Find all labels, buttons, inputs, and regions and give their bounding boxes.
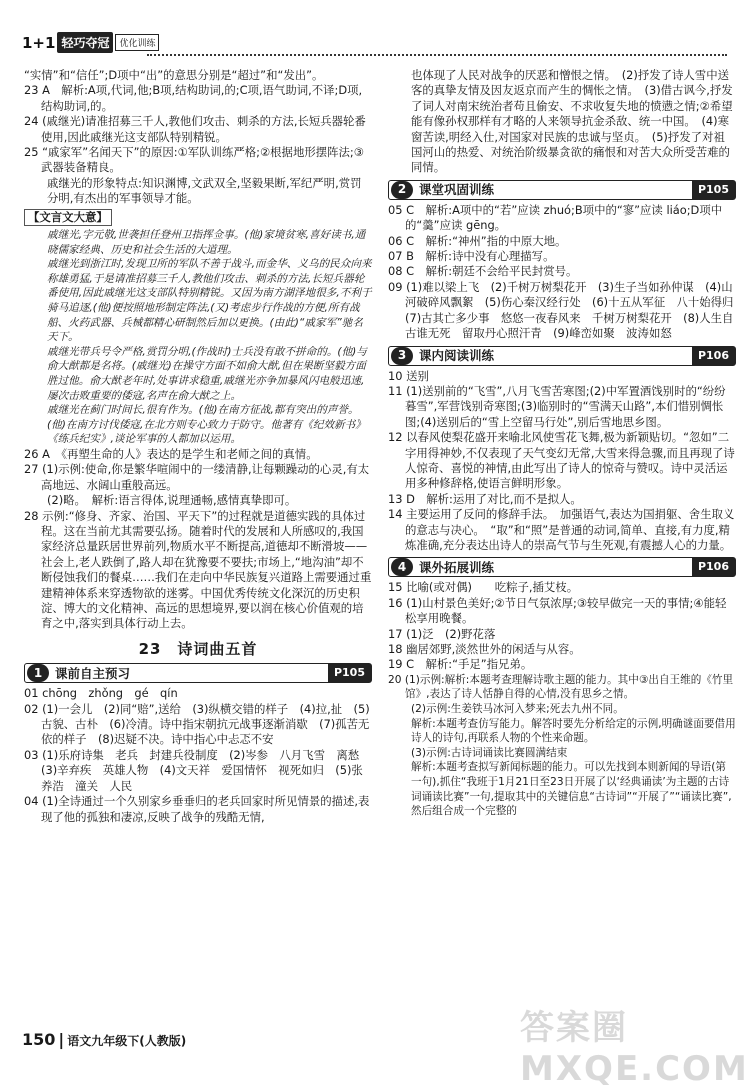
answer-02: 02 (1)一会儿 (2)同“赔”,送给 (3)纵横交错的样子 (4)拉,扯 (5)古貌、古朴 (6)冷清。诗中指宋朝抗元战事逐渐消歇 (7)孤苦无依的样子 (8)迟疑不决。诗中指心中忐忑不安 — [24, 701, 370, 747]
answer-13: 13 D 解析:运用了对比,而不是拟人。 — [388, 491, 582, 506]
answer-27-2: (2)略。 解析:语言得体,说理通畅,感情真挚即可。 — [47, 493, 297, 508]
answer-26: 26 A 《再塑生命的人》表达的是学生和老师之间的真情。 — [24, 446, 318, 461]
section-header-consolidation — [388, 180, 736, 200]
watermark: 答案圈 MXQE.COM — [520, 1008, 749, 1089]
translation-title: 【文言文大意】 — [24, 209, 112, 226]
section-title: 课外拓展训练 — [419, 559, 495, 575]
section-header-extension — [388, 557, 736, 577]
answer-10: 10 送别 — [388, 368, 429, 383]
logo-mark: 1+1 — [22, 33, 56, 52]
book-title: 语文九年级下(人教版) — [67, 1034, 187, 1048]
answer-25-note: 戚继光的形象特点:知识渊博,文武双全,坚毅果断,军纪严明,赏罚分明,有杰出的军事领导才能。 — [47, 175, 362, 206]
answer-17: 17 (1)泛 (2)野花落 — [388, 626, 496, 641]
answer-06: 06 C 解析:“神州”指的中原大地。 — [388, 233, 567, 248]
answer-23: 23 A 解析:A项,代词,他;B项,结构助词,的;C项,语气助词,不译;D项,结构助词,的。 — [24, 83, 363, 113]
lesson-title: 23 诗词曲五首 — [138, 639, 258, 658]
translation-para: 戚继光带兵号令严格,赏罚分明,(作战时)士兵没有敢不拼命的。(他)与俞大猷都是名将。(戚继光)在操守方面不如俞大猷,但在果断坚毅方面胜过他。俞大猷老年时,处事讲求稳重,戚继光亦争加暴风闪电般迅速,屡次击败重要的倭寇,名声在俞大猷之上。 — [47, 345, 367, 402]
answer-14: 14 主要运用了反问的修辞手法。 加强语气,表达为国捐躯、舍生取义的意志与决心。 “取”和“照”是普通的动词,简单、直接,有力度,精炼准确,充分表达出诗人的崇高气节与生死观,有震撼人心的力量。 — [388, 507, 735, 552]
logo-subtitle: 优化训练 — [115, 34, 159, 51]
translation-para: 戚继光,字元敬,世袭担任登州卫指挥佥事。(他)家境贫寒,喜好读书,通晓儒家经典、历史和社会生活的大道理。 — [47, 229, 366, 256]
brand-logo — [22, 32, 159, 53]
section-title: 课堂巩固训练 — [419, 182, 495, 198]
section-page: P106 — [692, 347, 735, 365]
section-page: P105 — [692, 181, 735, 199]
answer-line: “实情”和“信任”;D项中“出”的意思分别是“超过”和“发出”。 — [24, 68, 324, 82]
answer-19: 19 C 解析:“手足”指兄弟。 — [388, 657, 533, 672]
section-page: P106 — [692, 558, 735, 576]
answer-09: 09 (1)难以梁上飞 (2)千树万树梨花开 (3)生子当如孙仲谋 (4)山河破碎风飘絮 (5)伤心秦汉经行处 (6)十五从军征 八十始得归 (7)古其亡多少事 悠悠一夜春风来 千树万树梨花开 (8)人生自古谁无死 留取丹心照汗青 (9)峰峦如聚 波涛如怒 — [388, 279, 745, 341]
header-divider — [147, 54, 727, 56]
answer-20-analysis: 解析:本题考查仿写能力。解答时要先分析给定的示例,明确谜面要借用诗人的诗句,再联系人物的个性来命题。 — [411, 717, 736, 745]
answer-04-cont: 也体现了人民对战争的厌恶和憎恨之情。 (2)抒发了诗人雪中送客的真挚友情及因友返京而产生的惆怅之情。 (3)借古讽今,抒发了词人对南宋统治者苟且偷安、不求收复失地的愤懑之情;②希望能有像孙权那样有才略的人来领导抗金杀敌、统一中国。 (4)寒窗苦读,明经入仕,对国家对民族的忠诚与坚贞。 (5)抒发了对祖国河山的热爱、对统治阶级暴贪欲的痛恨和对苦大众所受苦难的同情。 — [411, 68, 733, 175]
section-page: P105 — [328, 664, 371, 682]
section-title: 课前自主预习 — [55, 665, 131, 681]
answer-20: 20 (1)示例:解析:本题考查理解诗歌主题的能力。其中③出自王维的《竹里馆》,表达了诗人恬静自得的心情,没有思乡之情。 — [388, 673, 734, 701]
answer-20-analysis: 解析:本题考查拟写新闻标题的能力。可以先找到本则新闻的导语(第一句),抓住“我班于1月21日至23日开展了以‘经典诵读’为主题的古诗词诵读比赛”一句,提取其中的关键信息“古诗词”“开展了”“诵读比赛”,然后组合成一个完整的 — [411, 761, 732, 818]
page-footer: 150 | 语文九年级下(人教版) — [22, 1030, 187, 1049]
answer-01: 01 chōng zhǒng gé qín — [24, 686, 178, 701]
section-header-pre-study — [24, 663, 372, 683]
answer-18: 18 幽居郊野,淡然世外的闲适与从容。 — [388, 642, 581, 656]
section-number: 2 — [391, 181, 413, 199]
section-number: 1 — [27, 664, 49, 682]
right-column — [388, 68, 745, 819]
answer-27: 27 (1)示例:使命,你是繁华喧闹中的一缕清静,让每颗躁动的心灵,有太高地远、水阔山重般高远。 — [24, 462, 370, 492]
answer-08: 08 C 解析:朝廷不会给平民封赏号。 — [388, 264, 578, 279]
answer-04: 04 (1)全诗通过一个久别家乡垂垂归的老兵回家时所见情景的描述,表现了他的孤独和凄凉,反映了战争的残酷无情, — [24, 794, 370, 824]
translation-para: 戚继光在蓟门时间长,很有作为。(他)在南方征战,都有突出的声誉。(他)在南方讨伐倭寇,在北方则专心致力于防守。他著有《纪效新书》《练兵纪实》,谈论军事的人都加以运用。 — [47, 404, 366, 446]
answer-25: 25 “戚家军”名闻天下”的原因:①军队训练严格;②根据地形摆阵法;③武器装备精良。 — [24, 145, 364, 175]
answer-05: 05 C 解析:A项中的“若”应读 zhuó;B项中的“寥”应读 liáo;D项中的“羹”应读 gēng。 — [388, 202, 723, 233]
section-number: 4 — [391, 558, 413, 576]
section-number: 3 — [391, 347, 413, 365]
answer-16: 16 (1)山村景色美好;②节日气氛浓厚;③较早做完一天的事情;④能轻松享用晚餐。 — [388, 595, 727, 626]
left-column — [24, 68, 372, 825]
answer-11: 11 (1)送别前的“飞雪”,八月飞雪苦寒图;(2)中军置酒饯别时的“纷纷暮雪”,军营饯别奇寒图;(3)临别时的“雪满天山路”,本们惜别惆怅图;(4)送别后的“雪上空留马行处”,别后雪地思乡图。 — [388, 383, 726, 429]
answer-12: 12 以春风使梨花盛开来喻北风使雪花飞舞,极为新颖贴切。“忽如”二字用得神妙,不仅表现了天气变幻无常,大雪来得急骤,而且再现了诗人惊奇、喜悦的神情,由此写出了诗人的惊奇与赞叹。诗中灵活运用多种修辞格,使语言鲜明形象。 — [388, 430, 735, 491]
answer-15: 15 比喻(或对偶) 吃粽子,插艾枝。 — [388, 580, 579, 595]
answer-24: 24 (戚继光)请准招募三千人,教他们攻击、刺杀的方法,长短兵器轮番使用,因此戚继光这支部队特别精锐。 — [24, 114, 366, 144]
page-number: 150 — [22, 1030, 56, 1049]
translation-para: 戚继光到浙江时,发现卫所的军队不善于战斗,而金华、义乌的民众向来称雄勇猛,于是请准招募三千人,教他们攻击、刺杀的方法,长短兵器轮番使用,因此戚继光这支部队特别精锐。又因为南方湖泽地很多,不利于骑马追逐,(他)便按照地形制定阵法,(又)考虑步行作战的方便,所有战船、火药武器、兵械都精心研制然后加以更换。(由此)“戚家军”驰名天下。 — [47, 258, 372, 344]
answer-20-2: (2)示例:生姜铁马冰河入梦来;死去九州不同。 — [411, 703, 624, 715]
answer-03: 03 (1)乐府诗集 老兵 封建兵役制度 (2)岑参 八月飞雪 离愁 (3)辛弃疾 英雄人物 (4)文天祥 爱国情怀 视死如归 (5)张养浩 潼关 人民 — [24, 747, 371, 793]
answer-20-3: (3)示例:古诗词诵读比赛圆满结束 — [411, 746, 568, 759]
section-title: 课内阅读训练 — [419, 347, 495, 363]
logo-name: 轻巧夺冠 — [57, 32, 113, 53]
section-header-in-class-reading — [388, 346, 736, 366]
page-header — [22, 32, 728, 62]
answer-28: 28 示例:“修身、齐家、治国、平天下”的过程就是道德实践的具体过程。这在当前尤其需要弘扬。随着时代的发展和人所感叹的,我国家经济总量跃居世界前列,物质水平不断提高,道德却不断滑坡——社会上,老人跌倒了,路人却在犹豫要不要扶;市场上,“地沟油”却不断侵蚀我们的餐桌……我们在走向中华民族复兴道路上需要通过重建精神体系来穿透物欲的迷雾。中国优秀传统文化深沉的历史积淀、博大的文化精神、高远的思想境界,要以润在核心价值观的培育之中,落实到具体行动上去。 — [24, 508, 372, 631]
answer-07: 07 B 解析:诗中没有心理描写。 — [388, 249, 555, 264]
